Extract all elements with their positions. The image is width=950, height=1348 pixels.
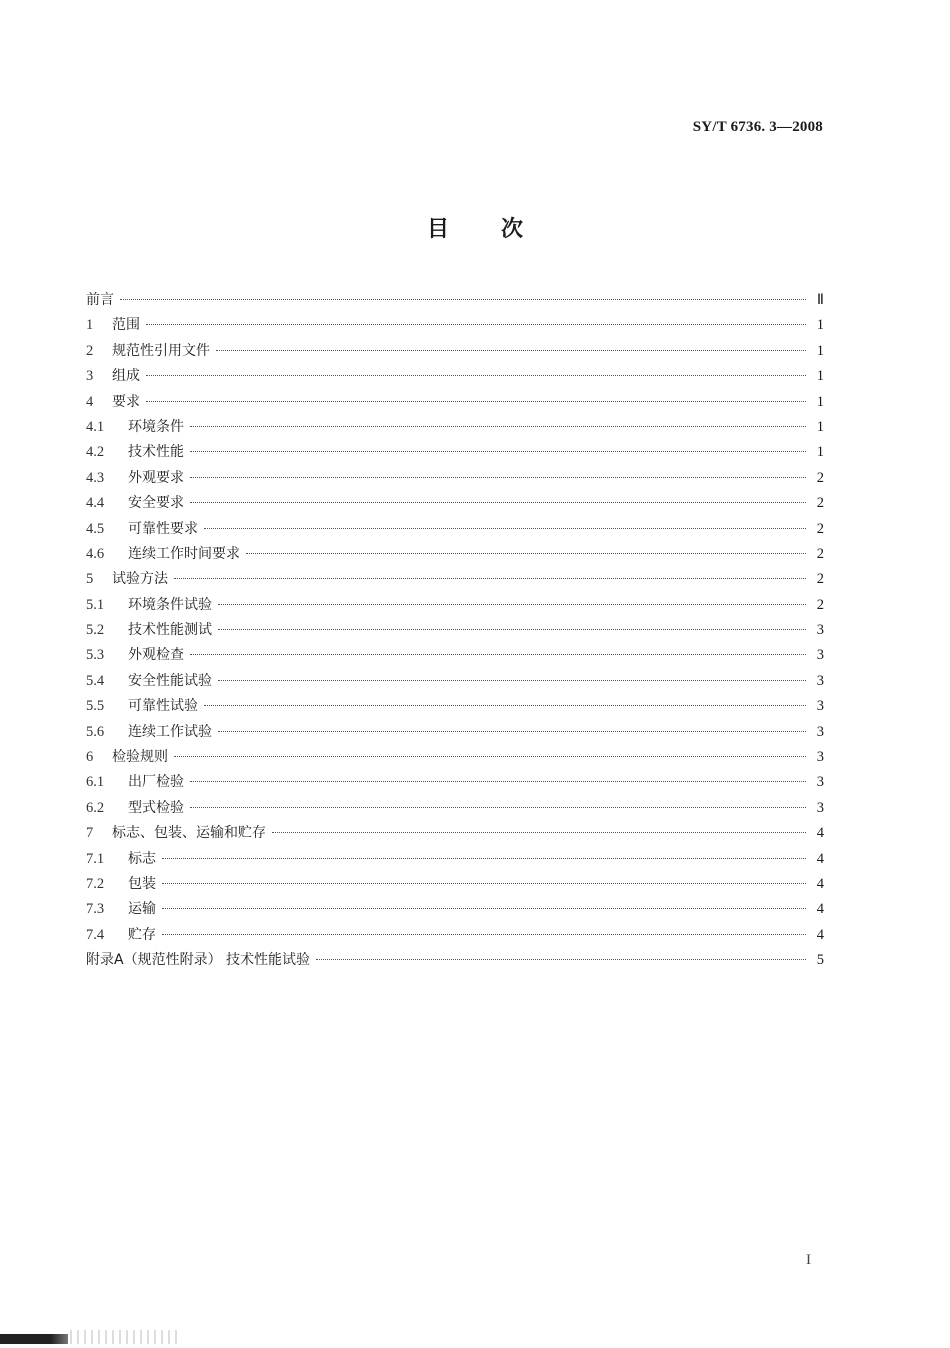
toc-entry[interactable] [86, 949, 824, 974]
toc-leader-dots [146, 375, 806, 376]
toc-entry-page: 3 [816, 698, 824, 715]
toc-entry[interactable] [86, 467, 824, 492]
toc-entry-page: 2 [816, 571, 824, 588]
toc-entry-label: 范围 [112, 317, 140, 334]
toc-entry-label: 试验方法 [112, 571, 168, 588]
toc-entry-label: 连续工作试验 [128, 723, 212, 740]
toc-entry[interactable] [86, 289, 824, 314]
toc-entry[interactable] [86, 492, 824, 517]
toc-entry[interactable] [86, 416, 824, 441]
toc-entry-page: 2 [816, 520, 824, 537]
toc-leader-dots [174, 578, 806, 579]
toc-entry-number: 4.1 [86, 418, 105, 435]
toc-entry-label: 包装 [128, 875, 156, 892]
toc-entry-number: 6 [86, 749, 94, 766]
toc-leader-dots [246, 553, 806, 554]
scan-artifact [0, 1334, 68, 1344]
toc-entry-page: 4 [816, 850, 824, 867]
toc-entry[interactable] [86, 644, 824, 669]
toc-entry-page: 2 [816, 596, 824, 613]
toc-entry-page: 1 [816, 444, 824, 461]
toc-entry-page: 4 [816, 901, 824, 918]
toc-entry[interactable] [86, 695, 824, 720]
toc-entry-number: 7.2 [86, 875, 105, 892]
toc-entry-number: 4.3 [86, 469, 105, 486]
toc-entry-label: 型式检验 [128, 799, 184, 816]
toc-leader-dots [218, 731, 806, 732]
toc-entry-label: 前言 [86, 292, 114, 308]
toc-entry-page: 3 [816, 723, 824, 740]
toc-entry[interactable] [86, 746, 824, 771]
toc-entry-number: 2 [86, 342, 94, 359]
toc-entry[interactable] [86, 391, 824, 416]
toc-leader-dots [190, 477, 806, 478]
toc-entry-label: 技术性能 [128, 444, 184, 461]
toc-entry-page: 4 [816, 875, 824, 892]
toc-entry-page: 3 [816, 799, 824, 816]
toc-entry[interactable] [86, 340, 824, 365]
toc-entry-page: 5 [816, 952, 824, 969]
toc-entry[interactable] [86, 797, 824, 822]
toc-entry-page: 3 [816, 774, 824, 791]
toc-entry-page: 1 [816, 317, 824, 334]
toc-entry-label: 要求 [112, 393, 140, 410]
toc-leader-dots [174, 756, 806, 757]
toc-entry-label: 可靠性要求 [128, 520, 198, 537]
toc-entry-page: 2 [816, 495, 824, 512]
toc-entry-label: 安全性能试验 [128, 672, 212, 689]
toc-entry-number: 5.1 [86, 596, 105, 613]
toc-entry-page: 2 [816, 545, 824, 562]
page-number: I [806, 1252, 811, 1268]
toc-entry-page: 4 [816, 926, 824, 943]
toc-entry-label: 出厂检验 [128, 774, 184, 791]
toc-leader-dots [146, 401, 806, 402]
toc-leader-dots [146, 324, 806, 325]
toc-leader-dots [190, 654, 806, 655]
toc-leader-dots [190, 451, 806, 452]
toc-entry[interactable] [86, 848, 824, 873]
toc-entry[interactable] [86, 898, 824, 923]
toc-leader-dots [190, 807, 806, 808]
toc-leader-dots [162, 908, 806, 909]
toc-leader-dots [162, 883, 806, 884]
toc-leader-dots [204, 705, 806, 706]
toc-entry-label: 外观要求 [128, 469, 184, 486]
toc-entry[interactable] [86, 441, 824, 466]
toc-entry-number: 7 [86, 825, 94, 842]
toc-entry-number: 3 [86, 368, 94, 385]
toc-entry-number: 4.6 [86, 545, 105, 562]
toc-entry[interactable] [86, 365, 824, 390]
toc-entry-number: 5 [86, 571, 94, 588]
toc-entry-page: 3 [816, 672, 824, 689]
toc-entry-page: 3 [816, 749, 824, 766]
toc-entry[interactable] [86, 670, 824, 695]
toc-leader-dots [162, 858, 806, 859]
toc-leader-dots [204, 528, 806, 529]
toc-entry-page: 1 [816, 418, 824, 435]
page-title: 目次 [426, 217, 575, 242]
toc-entry-number: 5.6 [86, 723, 105, 740]
toc-entry[interactable] [86, 721, 824, 746]
toc-entry-number: 1 [86, 317, 94, 334]
toc-entry-label: 环境条件试验 [128, 596, 212, 613]
toc-entry[interactable] [86, 619, 824, 644]
toc-entry-page: 2 [816, 469, 824, 486]
toc-entry[interactable] [86, 518, 824, 543]
scan-noise [70, 1330, 180, 1344]
toc-entry-label: 规范性引用文件 [112, 342, 210, 359]
toc-entry-number: 6.1 [86, 774, 105, 791]
toc-entry-label: 贮存 [128, 926, 156, 943]
toc-entry-page: Ⅱ [816, 292, 824, 308]
toc-entry-page: 1 [816, 342, 824, 359]
toc-entry-number: 7.4 [86, 926, 105, 943]
toc-leader-dots [162, 934, 806, 935]
toc-entry[interactable] [86, 314, 824, 339]
toc-entry-label: 标志 [128, 850, 156, 867]
toc-leader-dots [216, 350, 806, 351]
toc-entry-label: 检验规则 [112, 749, 168, 766]
toc-entry-page: 1 [816, 368, 824, 385]
toc-leader-dots [272, 832, 806, 833]
toc-entry-number: 4 [86, 393, 94, 410]
toc-entry[interactable] [86, 543, 824, 568]
toc-entry-label: 连续工作时间要求 [128, 545, 240, 562]
toc-entry-page: 3 [816, 622, 824, 639]
toc-entry[interactable] [86, 873, 824, 898]
table-of-contents [86, 289, 824, 975]
toc-entry-number: 7.3 [86, 901, 105, 918]
toc-entry-page: 1 [816, 393, 824, 410]
toc-entry-label: 可靠性试验 [128, 698, 198, 715]
toc-entry-page: 3 [816, 647, 824, 664]
toc-leader-dots [120, 299, 806, 300]
toc-entry-label: 技术性能测试 [128, 622, 212, 639]
toc-entry-number: 4.5 [86, 520, 105, 537]
toc-entry-number: 6.2 [86, 799, 105, 816]
toc-entry-number: 7.1 [86, 850, 105, 867]
toc-leader-dots [218, 604, 806, 605]
toc-entry-label: 组成 [112, 368, 140, 385]
toc-entry-label: 环境条件 [128, 418, 184, 435]
toc-leader-dots [316, 959, 806, 960]
toc-leader-dots [190, 781, 806, 782]
toc-leader-dots [190, 502, 806, 503]
toc-entry-label: 安全要求 [128, 495, 184, 512]
toc-leader-dots [218, 629, 806, 630]
toc-entry-label: 外观检查 [128, 647, 184, 664]
toc-entry-number: 4.4 [86, 495, 105, 512]
toc-entry-number: 5.2 [86, 622, 105, 639]
toc-entry[interactable] [86, 594, 824, 619]
toc-entry-number: 5.4 [86, 672, 105, 689]
toc-entry[interactable] [86, 568, 824, 593]
toc-entry[interactable] [86, 822, 824, 847]
toc-entry-label: 标志、包装、运输和贮存 [112, 825, 266, 842]
toc-entry-page: 4 [816, 825, 824, 842]
standard-code: SY/T 6736. 3—2008 [692, 119, 823, 135]
toc-entry[interactable] [86, 771, 824, 796]
toc-entry[interactable] [86, 924, 824, 949]
toc-entry-number: 5.3 [86, 647, 105, 664]
toc-entry-label: 运输 [128, 901, 156, 918]
toc-entry-number: 4.2 [86, 444, 105, 461]
toc-entry-label: 附录A（规范性附录） 技术性能试验 [86, 952, 311, 969]
toc-entry-number: 5.5 [86, 698, 105, 715]
toc-leader-dots [190, 426, 806, 427]
toc-leader-dots [218, 680, 806, 681]
